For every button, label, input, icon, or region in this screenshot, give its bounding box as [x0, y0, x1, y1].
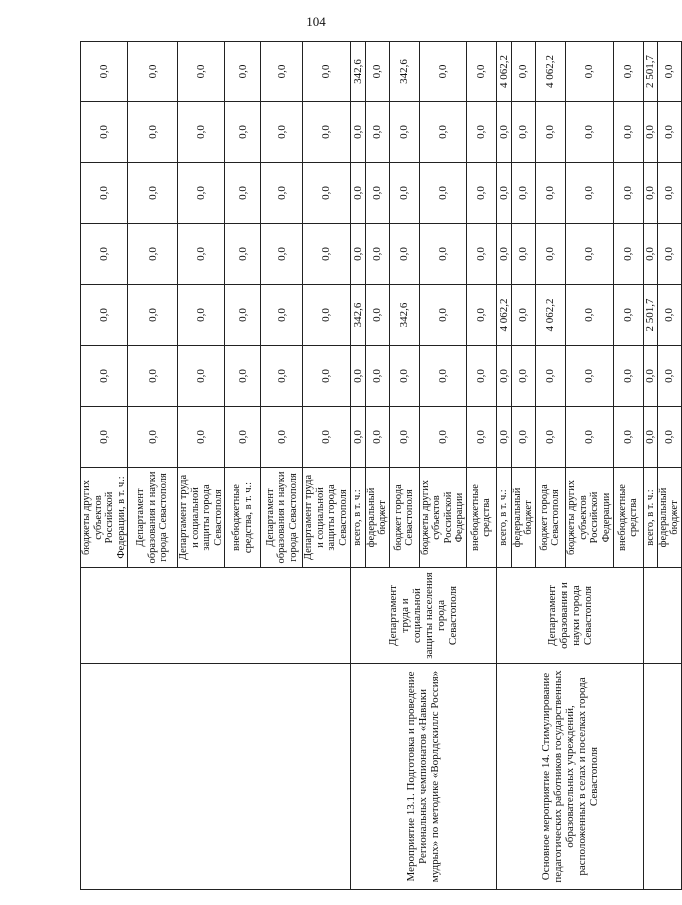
value-cell: 0,0 [643, 224, 657, 285]
fund-cell: Департамент образования и науки города Севастополя [261, 468, 303, 568]
fund-cell: федеральный бюджет [365, 468, 389, 568]
value-cell: 0,0 [643, 102, 657, 163]
value-cell: 0,0 [466, 346, 496, 407]
fund-cell: внебюджетные средства [466, 468, 496, 568]
value-cell: 0,0 [389, 346, 419, 407]
value-cell: 0,0 [128, 285, 178, 346]
value-cell: 0,0 [389, 102, 419, 163]
value-cell: 4 062,2 [535, 42, 565, 102]
value-cell: 0,0 [81, 407, 128, 468]
value-cell: 0,0 [261, 224, 303, 285]
value-cell: 0,0 [419, 102, 466, 163]
value-cell: 0,0 [419, 42, 466, 102]
value-cell: 0,0 [511, 163, 535, 224]
value-cell: 0,0 [261, 102, 303, 163]
executor-cell: Департамент труда и социальной защиты населения города Севастополя [350, 568, 496, 664]
value-cell: 0,0 [389, 163, 419, 224]
value-cell: 0,0 [303, 163, 350, 224]
fund-cell: бюджеты других субъектов Российской Федерации, в т. ч.: [81, 468, 128, 568]
value-cell: 4 062,2 [496, 285, 511, 346]
value-cell: 0,0 [613, 42, 643, 102]
value-cell: 0,0 [466, 102, 496, 163]
value-cell: 0,0 [303, 42, 350, 102]
value-cell: 0,0 [81, 102, 128, 163]
page-number: 104 [306, 14, 326, 29]
value-cell: 0,0 [81, 42, 128, 102]
value-cell: 0,0 [178, 285, 225, 346]
value-cell: 0,0 [178, 224, 225, 285]
value-cell: 0,0 [657, 42, 681, 102]
fund-cell: всего, в т. ч.: [496, 468, 511, 568]
value-cell: 0,0 [81, 224, 128, 285]
value-cell: 0,0 [128, 163, 178, 224]
value-cell: 0,0 [261, 163, 303, 224]
value-cell: 0,0 [225, 224, 261, 285]
value-cell: 0,0 [225, 346, 261, 407]
value-cell: 0,0 [303, 407, 350, 468]
value-cell: 0,0 [350, 346, 365, 407]
value-cell: 0,0 [657, 346, 681, 407]
value-cell: 0,0 [81, 285, 128, 346]
main-cell-empty [643, 664, 681, 890]
table-row [496, 42, 511, 890]
main-activity-cell: Основное мероприятие 14. Стимулирование педагогических работников государственных образовательных учреждений, расположенных в селах и поселках города Севастополя [496, 664, 643, 890]
value-cell: 0,0 [466, 163, 496, 224]
value-cell: 0,0 [225, 102, 261, 163]
value-cell: 0,0 [565, 285, 613, 346]
value-cell: 0,0 [350, 407, 365, 468]
value-cell: 0,0 [565, 346, 613, 407]
value-cell: 2 501,7 [643, 42, 657, 102]
value-cell: 0,0 [565, 163, 613, 224]
rotated-table-wrapper [80, 42, 681, 890]
value-cell: 0,0 [128, 102, 178, 163]
value-cell: 0,0 [128, 407, 178, 468]
value-cell: 0,0 [657, 407, 681, 468]
value-cell: 0,0 [496, 407, 511, 468]
value-cell: 0,0 [350, 163, 365, 224]
fund-cell: Департамент образования и науки города Севастополя [128, 468, 178, 568]
value-cell: 0,0 [565, 407, 613, 468]
table-row [350, 42, 365, 890]
value-cell: 0,0 [365, 102, 389, 163]
value-cell: 0,0 [643, 407, 657, 468]
value-cell: 0,0 [496, 102, 511, 163]
value-cell: 0,0 [657, 224, 681, 285]
value-cell: 0,0 [365, 42, 389, 102]
value-cell: 0,0 [511, 285, 535, 346]
fund-cell: внебюджетные средства, в т. ч.: [225, 468, 261, 568]
value-cell: 0,0 [128, 42, 178, 102]
value-cell: 342,6 [350, 285, 365, 346]
value-cell: 0,0 [466, 285, 496, 346]
value-cell: 0,0 [350, 102, 365, 163]
value-cell: 0,0 [511, 102, 535, 163]
value-cell: 0,0 [511, 407, 535, 468]
value-cell: 0,0 [613, 163, 643, 224]
value-cell: 0,0 [350, 224, 365, 285]
executor-cell-empty [81, 568, 351, 664]
value-cell: 0,0 [225, 407, 261, 468]
value-cell: 0,0 [419, 346, 466, 407]
value-cell: 0,0 [613, 285, 643, 346]
value-cell: 0,0 [535, 346, 565, 407]
value-cell: 0,0 [81, 346, 128, 407]
value-cell: 0,0 [613, 346, 643, 407]
fund-cell: всего, в т. ч.: [643, 468, 657, 568]
fund-cell: всего, в т. ч.: [350, 468, 365, 568]
value-cell: 0,0 [613, 224, 643, 285]
budget-table [80, 41, 682, 890]
value-cell: 0,0 [511, 346, 535, 407]
value-cell: 0,0 [466, 42, 496, 102]
executor-cell: Департамент образования и науки города Севастополя [496, 568, 643, 664]
table-row [81, 42, 128, 890]
value-cell: 0,0 [261, 285, 303, 346]
value-cell: 0,0 [178, 102, 225, 163]
value-cell: 0,0 [565, 42, 613, 102]
value-cell: 0,0 [365, 346, 389, 407]
value-cell: 0,0 [496, 346, 511, 407]
fund-cell: бюджет города Севастополя [535, 468, 565, 568]
fund-cell: Департамент труда и социальной защиты города Севастополя [303, 468, 350, 568]
value-cell: 0,0 [178, 163, 225, 224]
value-cell: 0,0 [565, 224, 613, 285]
value-cell: 0,0 [225, 163, 261, 224]
value-cell: 0,0 [419, 285, 466, 346]
value-cell: 0,0 [365, 407, 389, 468]
fund-cell: внебюджетные средства [613, 468, 643, 568]
value-cell: 0,0 [178, 407, 225, 468]
value-cell: 0,0 [365, 224, 389, 285]
value-cell: 0,0 [535, 407, 565, 468]
value-cell: 0,0 [389, 224, 419, 285]
value-cell: 0,0 [511, 224, 535, 285]
value-cell: 0,0 [178, 346, 225, 407]
value-cell: 0,0 [128, 346, 178, 407]
value-cell: 0,0 [303, 102, 350, 163]
value-cell: 0,0 [261, 346, 303, 407]
value-cell: 0,0 [365, 163, 389, 224]
value-cell: 0,0 [303, 224, 350, 285]
fund-cell: бюджеты других субъектов Российской Федерации [419, 468, 466, 568]
value-cell: 2 501,7 [643, 285, 657, 346]
value-cell: 0,0 [81, 163, 128, 224]
fund-cell: федеральный бюджет [511, 468, 535, 568]
value-cell: 0,0 [128, 224, 178, 285]
fund-cell: бюджеты других субъектов Российской Федерации [565, 468, 613, 568]
value-cell: 342,6 [389, 285, 419, 346]
value-cell: 0,0 [657, 163, 681, 224]
fund-cell: бюджет города Севастополя [389, 468, 419, 568]
value-cell: 0,0 [466, 224, 496, 285]
value-cell: 0,0 [535, 224, 565, 285]
value-cell: 0,0 [613, 407, 643, 468]
value-cell: 0,0 [535, 102, 565, 163]
fund-cell: федеральный бюджет [657, 468, 681, 568]
value-cell: 0,0 [303, 285, 350, 346]
value-cell: 342,6 [350, 42, 365, 102]
value-cell: 0,0 [389, 407, 419, 468]
value-cell: 0,0 [419, 163, 466, 224]
value-cell: 0,0 [225, 285, 261, 346]
value-cell: 0,0 [565, 102, 613, 163]
value-cell: 0,0 [496, 163, 511, 224]
value-cell: 0,0 [419, 407, 466, 468]
value-cell: 0,0 [657, 102, 681, 163]
main-activity-cell: Мероприятие 13.1. Подготовка и проведение Региональных чемпионатов «Навыки мудрых» по методике «Ворлдскиллс Россия» [350, 664, 496, 890]
value-cell: 0,0 [225, 42, 261, 102]
value-cell: 0,0 [466, 407, 496, 468]
value-cell: 0,0 [657, 285, 681, 346]
main-cell-empty [81, 664, 351, 890]
value-cell: 0,0 [535, 163, 565, 224]
value-cell: 0,0 [261, 42, 303, 102]
value-cell: 4 062,2 [496, 42, 511, 102]
value-cell: 0,0 [419, 224, 466, 285]
fund-cell: Департамент труда и социальной защиты города Севастополя [178, 468, 225, 568]
value-cell: 4 062,2 [535, 285, 565, 346]
value-cell: 0,0 [511, 42, 535, 102]
value-cell: 0,0 [643, 163, 657, 224]
value-cell: 0,0 [365, 285, 389, 346]
value-cell: 0,0 [303, 346, 350, 407]
table-row [643, 42, 657, 890]
value-cell: 0,0 [178, 42, 225, 102]
executor-cell-empty [643, 568, 681, 664]
value-cell: 342,6 [389, 42, 419, 102]
value-cell: 0,0 [261, 407, 303, 468]
value-cell: 0,0 [496, 224, 511, 285]
value-cell: 0,0 [643, 346, 657, 407]
value-cell: 0,0 [613, 102, 643, 163]
